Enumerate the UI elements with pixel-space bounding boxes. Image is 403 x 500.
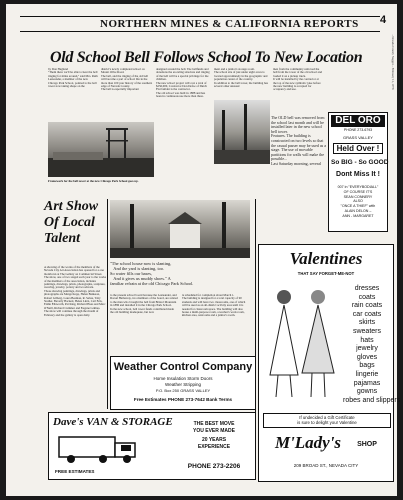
del-oro-ad [328,112,388,232]
valentines-item: hats [360,336,374,344]
art-show-headline: Art Show Of Local Talent [44,199,99,246]
old-school-tree-illustration [214,100,270,164]
school-poem: "The school house now is slanting, And the yard is slanting, too. So water fills our bases, And it gives us muddy shoes." A familiar refrain at the old Chicago Park School. [110,261,194,286]
old-school-photo [214,100,270,164]
bell-article-col1: by Don Haglund "Them there we'll be able to hear the bell ringing for miles around," said Mrs. Ruth Lesteander, a member of the new Chicago Park School, pointed to the bell tower now taking shape on the [48,67,98,89]
valentines-item: pajamas [353,379,381,387]
valentines-item: bags [359,362,375,370]
chicago-park-school-photo [110,200,250,258]
valentines-item: coats [358,293,376,301]
moving-truck-icon [55,431,145,467]
weather-control-ad [110,356,256,410]
valentines-title: Valentines [289,249,363,268]
newspaper-page [6,4,401,496]
mladys-store-name: M'Lady's [274,433,342,452]
del-oro-so-big: So BIG - So GOOD [331,159,389,166]
daves-tag-4: EXPERIENCE [197,444,231,450]
bell-tower-frame-illustration [48,122,154,177]
bell-article-col4: ment and a janitor's storage room. The school site of just under eight acres is located approximately in the geographic and population center of the country. In addition to the bell tower, the building has several other unusual [214,67,268,89]
del-oro-town: GRASS VALLEY [343,135,373,140]
column-rule [255,199,256,479]
bell-article-col5: men from the community removed the bell from the tower of the old school and loaded it on a pickup truck. It will be installed by the contractor at the top of the new symbolic joke before the new building is accepted for occupancy and use. [273,67,322,92]
valentines-item: jewelry [356,345,378,353]
daves-title: Dave's VAN & STORAGE [53,416,173,428]
masthead [20,16,380,32]
valentines-item: dresses [354,285,380,292]
masthead-title: NORTHERN MINES & CALIFORNIA REPORTS [100,18,359,30]
daves-free-estimates: FREE ESTIMATES [55,469,95,474]
valentines-item: car coats [352,310,382,318]
side-dateline: ...Nevada County Nugget – February 11, 1978 [391,34,395,90]
valentines-item: gloves [356,353,378,361]
valentines-item: skirts [358,319,376,327]
mladys-address: 209 BROAD ST., NEVADA CITY [293,463,359,468]
column-rule [107,199,108,409]
mladys-shop-label: SHOP [357,441,377,448]
school-article-col1: to the present school board because the Lesteander, and Dorsal Hathaway, two members of the board, are related to the man who brought the bell from Bristol Mountain in 1886 and installed it in the Chicago Park School. In the new school, bell tower funds contributed made the old building inadequate, but now [110,293,178,315]
art-show-article: A showing of the works of the members of the Nevada City Art Association has opened for a one month run at The Gallery on Commercial Street. The show, one of two staged each year to the works of the members of the association, includes paintings, drawings, prints, photographs, sculpture, weaving, jewelry, pottery and woodwork. Those showing paintings, drawings, prints and photographs are Marge Kopp, Helen Bankson, Robert Gilberg, Laura Beeman, R. Sebas, Toby Stadler, Beverly Hackett, Helen Lintz, Carl Fels, Eddie Ellsworth, Pat King, Richard Haas and Marc O'Neill, Richard Cummer and Eugene Grimes. The show will continue through the month of February and the gallery is open daily. [44,265,107,317]
valentines-item: rain coats [351,302,383,310]
valentines-ad [258,244,401,482]
daves-tag-2: YOU EVER MADE [193,428,235,434]
school-article-col2: is scheduled for completion about March 1. The building is designed for a total capacity of 90 students and will have two classrooms, one of which will be used as an all-district activity area until it is needed for classroom space. The building will also house a multi-purpose room, a teacher's work room, kitchen area, restrooms and a janitor's room. [182,293,246,318]
valentines-item: robes and slippers [343,396,401,404]
daves-tag-1: THE BEST MOVE [193,421,235,427]
bell-article-col6: The OLD bell was removed from the school last month and will be installed later in the new school bell tower. Features. The building is constructed on two levels so that the casual passer may be used as a stage. The use of movable partitions for walls will make the possible... Last Saturday morning, several [271,115,326,166]
school-house-illustration [110,200,250,258]
valentines-subtitle: THAT SAY FORGET-ME-NOT [297,271,355,276]
valentines-item: lingerie [355,370,379,378]
daves-tag-3: 20 YEARS [201,437,227,443]
bell-article-col3: designed around the bell. The bellfunds and donations the ex-ruling structure and ringing of the bell will be a special privilege for the children. The new school project will cost a total of $256,000, Contractor Don Defoe of Dutch Flat builder is the contractor. The old school was built in 1888 and has been in continuous use more than three. [156,67,210,99]
photo-caption: Framework for the bell tower at the new Chicago Park School goes up. [48,179,139,183]
daves-van-ad [48,412,256,480]
bell-headline: Old School Bell Follows School To New Location [50,49,363,66]
weather-control-title: Weather Control Company [113,361,253,373]
weather-control-line1: Home Insulation Storm Doors [153,376,213,381]
page-number: 4 [380,14,387,26]
del-oro-name: DEL ORO [331,115,385,127]
del-oro-held-over: Held Over ! [333,143,383,154]
weather-control-line2: Weather Stripping [165,382,201,387]
valentines-gift-note: If undecided a Gift Certificate is sure to delight your Valentine [263,413,391,428]
valentines-item-list [343,285,401,405]
del-oro-detail: 007 in "EVERYBODIALL" OF COURSE IT'S SEAN CONNERY ALSO "ONCE A THIEF" with ALAIN DELON – ANN - MARGARET [337,185,379,218]
bell-article-col2: district's newly completed school on Mount Olive Road. The bell, and the ringing of the old bell will become a part of school life in the more than 100 year history of the southern edge of Nevada County. The bell is especially important [101,67,153,92]
valentines-item: gowns [356,388,378,396]
del-oro-dont-miss: Dont Miss It ! [336,171,380,178]
daves-phone: PHONE 273-2206 [187,463,241,470]
fashion-figures-illustration [262,285,342,405]
del-oro-phone: PHONE 273-6793 [343,128,373,132]
valentines-item: sweaters [352,327,381,335]
bell-tower-photo [48,122,154,177]
weather-control-line4: Free Estimates PHONE 273-7642 Bank Terms [133,397,233,402]
weather-control-line3: P.O. Box 250 GRASS VALLEY [155,388,211,393]
